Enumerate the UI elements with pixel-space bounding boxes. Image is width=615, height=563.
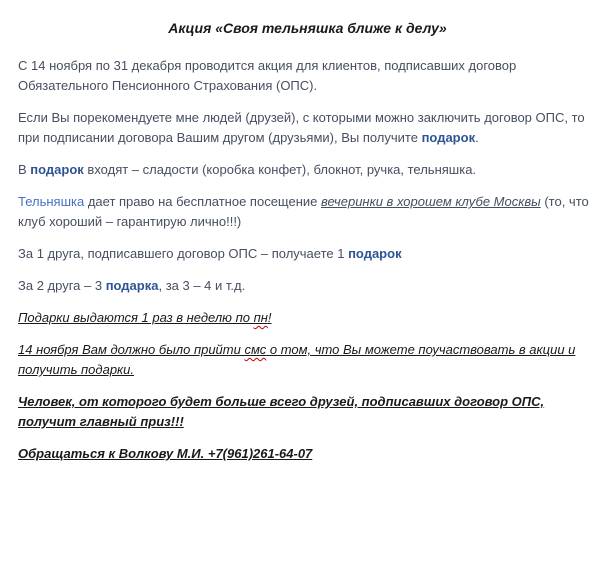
misspelled-word-pn: пн [253, 310, 268, 325]
main-prize-text: Человек, от которого будет больше всего друзей, подписавших договор ОПС, получит главный приз!!! [18, 394, 545, 429]
paragraph-sms-notice [18, 340, 597, 380]
paragraph-two-friends [18, 276, 597, 296]
paragraph-recommend-period: . [475, 130, 479, 145]
paragraph-gift-contents [18, 160, 597, 180]
telnyashka-mid: дает право на бесплатное посещение [84, 194, 321, 209]
telnyashka-word: Тельняшка [18, 194, 85, 209]
paragraph-main-prize [18, 392, 597, 432]
paragraph-contact [18, 444, 597, 464]
misspelled-word-sms: смс [244, 342, 267, 357]
paragraph-intro-text: С 14 ноября по 31 декабря проводится акция для клиентов, подписавших договор Обязательного Пенсионного Страхования (ОПС). [18, 58, 517, 93]
paragraph-one-friend [18, 244, 597, 264]
two-friends-pre: За 2 друга – 3 [18, 278, 106, 293]
gift-contents-post: входят – сладости (коробка конфет), блокнот, ручка, тельняшка. [83, 162, 477, 177]
contact-text: Обращаться к Волкову М.И. +7(961)261-64-07 [18, 446, 313, 461]
document-title: Акция «Своя тельняшка ближе к делу» [168, 20, 447, 36]
party-phrase-underlined: вечеринки в хорошем клубе Москвы [321, 194, 541, 209]
sms-notice-pre: 14 ноября Вам должно было прийти [18, 342, 245, 357]
sms-notice-post: о том, что Вы можете поучаствовать в акции и получить подарки. [18, 342, 576, 377]
gift-word-bold: подарок [421, 130, 476, 145]
gift-word-bold: подарок [348, 246, 402, 261]
weekly-gifts-pre: Подарки выдаются 1 раз в неделю по [18, 310, 254, 325]
gift-contents-pre: В [18, 162, 31, 177]
weekly-gifts-post: ! [267, 310, 272, 325]
two-friends-post: , за 3 – 4 и т.д. [158, 278, 246, 293]
paragraph-telnyashka [18, 192, 597, 232]
gift-word-bold: подарок [30, 162, 84, 177]
telnyashka-post: (то, что клуб хороший – гарантирую лично!!!) [18, 194, 589, 229]
paragraph-intro [18, 56, 597, 96]
gift-word-bold: подарка [105, 278, 159, 293]
paragraph-weekly-gifts [18, 308, 597, 328]
paragraph-recommend-text: Если Вы порекомендуете мне людей (друзей), с которыми можно заключить договор ОПС, то при подписании договора Вашим другом (друзьями), Вы получите [18, 110, 585, 145]
paragraph-recommend [18, 108, 597, 148]
one-friend-pre: За 1 друга, подписавшего договор ОПС – получаете 1 [18, 246, 349, 261]
